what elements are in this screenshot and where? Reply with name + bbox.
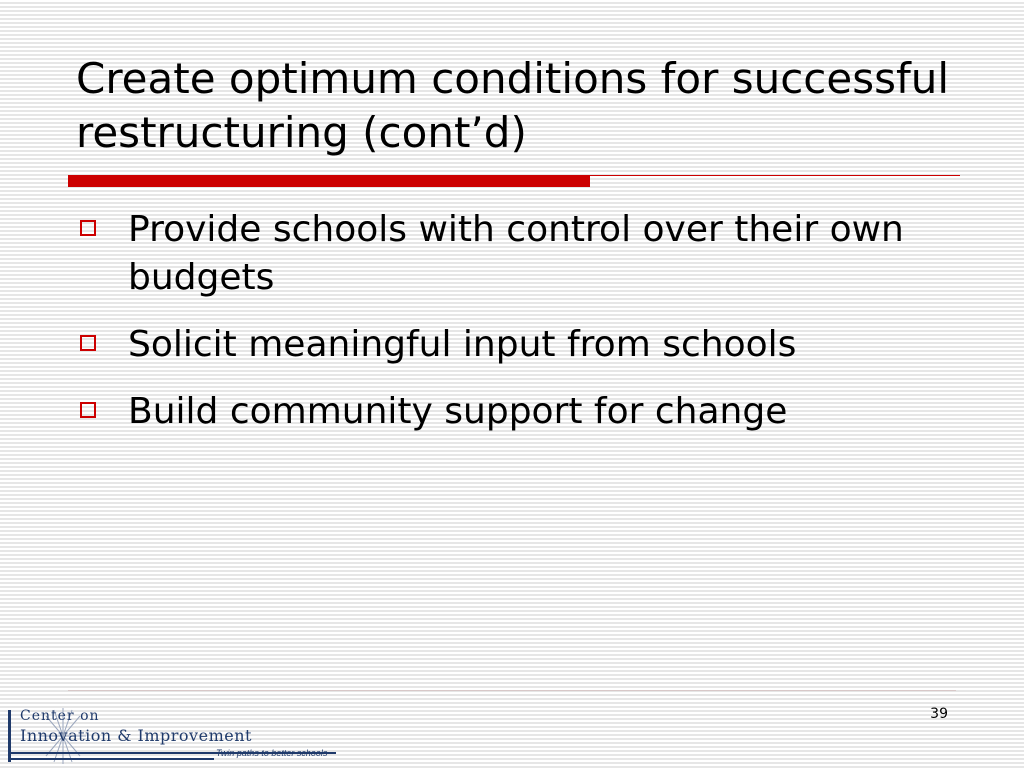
- organization-logo: [4, 706, 344, 766]
- page-number: 39: [930, 706, 948, 722]
- title-divider-accent: [68, 175, 590, 187]
- bullet-text: Build community support for change: [128, 391, 788, 432]
- footer-divider: [68, 690, 956, 691]
- logo-underline-secondary: [8, 758, 214, 760]
- square-bullet-icon: [80, 220, 96, 236]
- logo-text-line2: Innovation & Improvement: [20, 726, 252, 745]
- bullet-item: [76, 206, 966, 302]
- bullet-item: [76, 321, 966, 369]
- bullet-item: [76, 388, 966, 436]
- logo-text-line1: Center on: [20, 708, 100, 724]
- bullet-list: [76, 206, 966, 455]
- square-bullet-icon: [80, 402, 96, 418]
- logo-tagline: Twin paths to better schools: [216, 748, 328, 758]
- slide-title: Create optimum conditions for successful restructuring (cont’d): [76, 54, 950, 157]
- logo-bracket: [8, 710, 11, 762]
- bullet-text: Provide schools with control over their own budgets: [128, 209, 904, 298]
- bullet-text: Solicit meaningful input from schools: [128, 324, 797, 365]
- square-bullet-icon: [80, 335, 96, 351]
